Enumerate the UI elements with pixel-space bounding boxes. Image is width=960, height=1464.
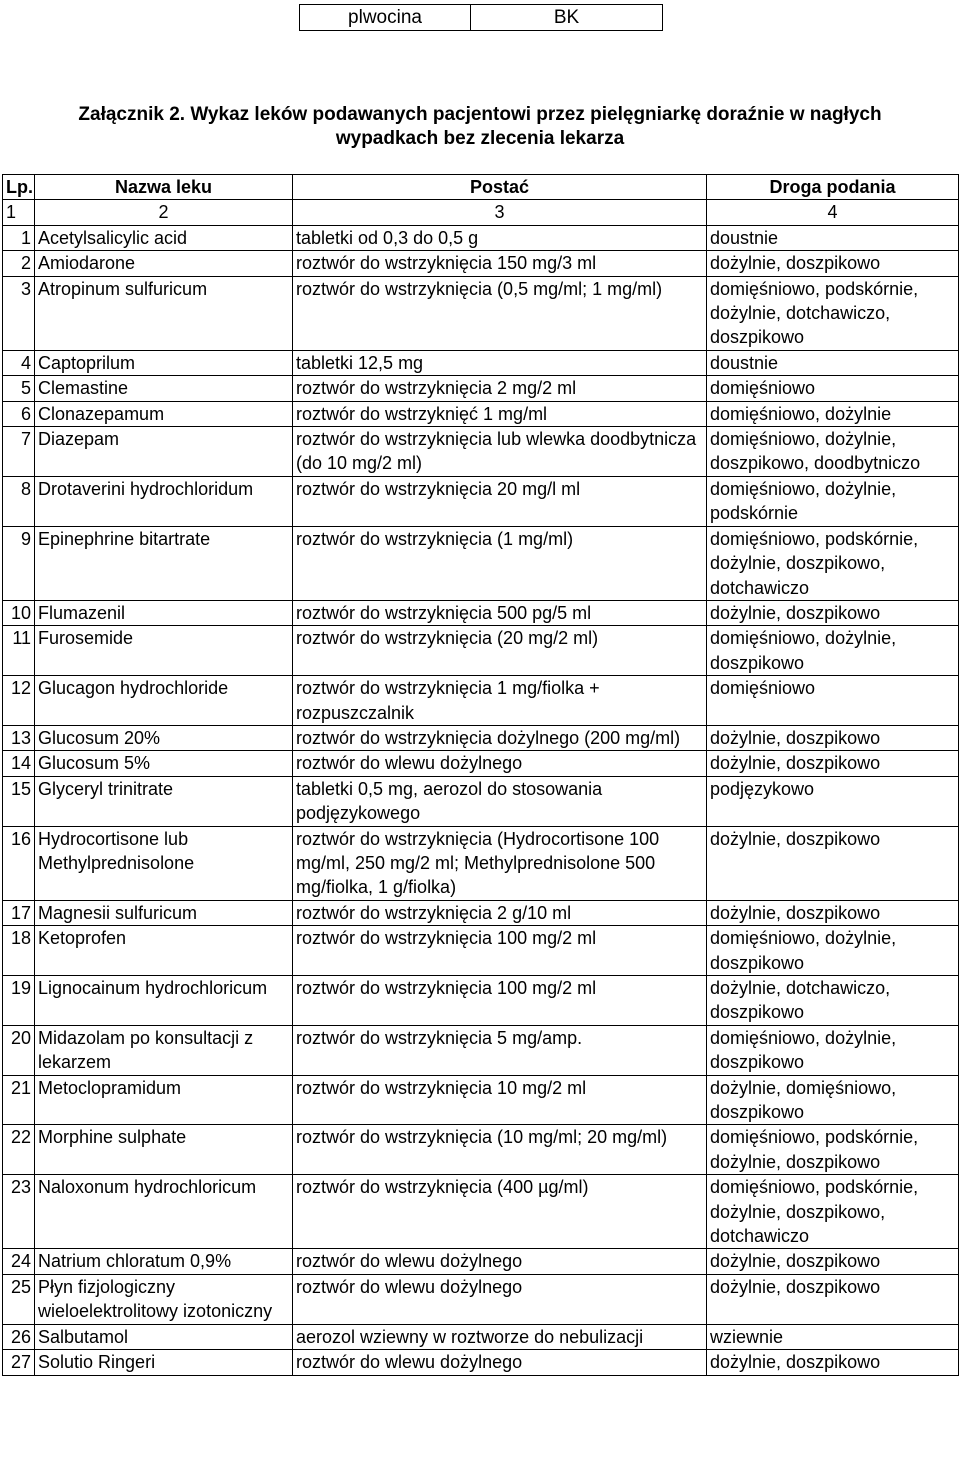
- row-drug-route: doustnie: [707, 225, 959, 250]
- row-drug-name: Flumazenil: [35, 600, 293, 625]
- row-lp: 8: [3, 476, 35, 526]
- table-row: [3, 676, 959, 726]
- row-drug-route: dożylnie, doszpikowo: [707, 1274, 959, 1324]
- column-number: 2: [35, 200, 293, 225]
- row-drug-form: roztwór do wstrzyknięcia 1 mg/fiolka + rozpuszczalnik: [293, 676, 707, 726]
- table-row: [3, 376, 959, 401]
- drug-table: [2, 174, 959, 1376]
- title-line-1: Załącznik 2. Wykaz leków podawanych pacjentowi przez pielęgniarkę doraźnie w nagłych: [78, 104, 882, 125]
- row-lp: 12: [3, 676, 35, 726]
- row-lp: 24: [3, 1249, 35, 1274]
- table-row: [3, 751, 959, 776]
- table-row: [3, 225, 959, 250]
- title-line-2: wypadkach bez zlecenia lekarza: [335, 128, 625, 149]
- table-row: [3, 826, 959, 900]
- row-drug-route: dożylnie, doszpikowo: [707, 826, 959, 900]
- row-drug-name: Glyceryl trinitrate: [35, 776, 293, 826]
- row-lp: 23: [3, 1175, 35, 1249]
- row-drug-route: dożylnie, dotchawiczo, doszpikowo: [707, 976, 959, 1026]
- row-drug-form: roztwór do wstrzyknięcia (1 mg/ml): [293, 526, 707, 600]
- row-lp: 20: [3, 1025, 35, 1075]
- row-drug-form: roztwór do wstrzyknięcia 2 g/10 ml: [293, 900, 707, 925]
- table-row: [3, 1249, 959, 1274]
- row-drug-route: doustnie: [707, 350, 959, 375]
- row-drug-name: Atropinum sulfuricum: [35, 276, 293, 350]
- row-drug-route: podjęzykowo: [707, 776, 959, 826]
- column-number-row: [3, 200, 959, 225]
- table-row: [3, 276, 959, 350]
- row-drug-route: dożylnie, doszpikowo: [707, 251, 959, 276]
- row-lp: 16: [3, 826, 35, 900]
- row-drug-form: tabletki 12,5 mg: [293, 350, 707, 375]
- row-lp: 18: [3, 926, 35, 976]
- row-lp: 14: [3, 751, 35, 776]
- row-drug-name: Magnesii sulfuricum: [35, 900, 293, 925]
- row-drug-name: Metoclopramidum: [35, 1075, 293, 1125]
- header-cell-plwocina: plwocina: [300, 5, 471, 31]
- row-drug-name: Furosemide: [35, 626, 293, 676]
- row-lp: 27: [3, 1350, 35, 1375]
- row-drug-name: Epinephrine bitartrate: [35, 526, 293, 600]
- row-drug-form: roztwór do wstrzyknięcia (Hydrocortisone 100 mg/ml, 250 mg/2 ml; Methylprednisolone 500 mg/fiolka, 1 g/fiolka): [293, 826, 707, 900]
- row-drug-route: dożylnie, doszpikowo: [707, 1249, 959, 1274]
- row-drug-form: roztwór do wlewu dożylnego: [293, 1350, 707, 1375]
- row-drug-name: Acetylsalicylic acid: [35, 225, 293, 250]
- row-lp: 10: [3, 600, 35, 625]
- table-header-row: [3, 175, 959, 200]
- row-lp: 26: [3, 1324, 35, 1349]
- row-drug-route: domięśniowo, dożylnie, doszpikowo: [707, 926, 959, 976]
- table-row: [3, 350, 959, 375]
- table-row: [3, 976, 959, 1026]
- table-row: [3, 1175, 959, 1249]
- row-drug-route: domięśniowo, dożylnie, doszpikowo, doodbytniczo: [707, 427, 959, 477]
- row-lp: 19: [3, 976, 35, 1026]
- table-row: [3, 1324, 959, 1349]
- row-drug-form: roztwór do wstrzyknięcia 500 pg/5 ml: [293, 600, 707, 625]
- row-drug-name: Glucosum 20%: [35, 725, 293, 750]
- row-drug-name: Lignocainum hydrochloricum: [35, 976, 293, 1026]
- row-lp: 7: [3, 427, 35, 477]
- row-drug-route: domięśniowo, dożylnie, doszpikowo: [707, 626, 959, 676]
- row-lp: 15: [3, 776, 35, 826]
- table-row: [3, 526, 959, 600]
- column-header-lp: Lp.: [3, 175, 35, 200]
- header-cell-bk: BK: [471, 5, 663, 31]
- row-drug-form: tabletki od 0,3 do 0,5 g: [293, 225, 707, 250]
- row-drug-name: Natrium chloratum 0,9%: [35, 1249, 293, 1274]
- row-drug-route: domięśniowo, podskórnie, dożylnie, doszpikowo, dotchawiczo: [707, 1175, 959, 1249]
- table-row: [3, 1125, 959, 1175]
- row-drug-name: Drotaverini hydrochloridum: [35, 476, 293, 526]
- row-lp: 25: [3, 1274, 35, 1324]
- row-drug-form: tabletki 0,5 mg, aerozol do stosowania podjęzykowego: [293, 776, 707, 826]
- row-drug-form: roztwór do wstrzyknięć 1 mg/ml: [293, 401, 707, 426]
- row-lp: 6: [3, 401, 35, 426]
- row-drug-form: aerozol wziewny w roztworze do nebulizacji: [293, 1324, 707, 1349]
- row-drug-route: wziewnie: [707, 1324, 959, 1349]
- row-lp: 22: [3, 1125, 35, 1175]
- table-row: [3, 900, 959, 925]
- row-drug-name: Glucosum 5%: [35, 751, 293, 776]
- row-drug-name: Glucagon hydrochloride: [35, 676, 293, 726]
- row-drug-name: Salbutamol: [35, 1324, 293, 1349]
- row-drug-form: roztwór do wstrzyknięcia 100 mg/2 ml: [293, 976, 707, 1026]
- table-row: [3, 926, 959, 976]
- row-lp: 13: [3, 725, 35, 750]
- row-drug-form: roztwór do wstrzyknięcia 2 mg/2 ml: [293, 376, 707, 401]
- row-drug-route: dożylnie, doszpikowo: [707, 725, 959, 750]
- row-drug-form: roztwór do wstrzyknięcia 20 mg/l ml: [293, 476, 707, 526]
- row-lp: 1: [3, 225, 35, 250]
- row-drug-route: dożylnie, doszpikowo: [707, 1350, 959, 1375]
- row-drug-name: Midazolam po konsultacji z lekarzem: [35, 1025, 293, 1075]
- row-drug-form: roztwór do wlewu dożylnego: [293, 751, 707, 776]
- column-header-form: Postać: [293, 175, 707, 200]
- row-drug-name: Płyn fizjologiczny wieloelektrolitowy izotoniczny: [35, 1274, 293, 1324]
- row-drug-form: roztwór do wstrzyknięcia 5 mg/amp.: [293, 1025, 707, 1075]
- row-drug-name: Clonazepamum: [35, 401, 293, 426]
- column-number: 3: [293, 200, 707, 225]
- row-lp: 17: [3, 900, 35, 925]
- table-row: [3, 626, 959, 676]
- row-drug-form: roztwór do wstrzyknięcia (0,5 mg/ml; 1 mg/ml): [293, 276, 707, 350]
- row-drug-route: dożylnie, doszpikowo: [707, 751, 959, 776]
- row-lp: 11: [3, 626, 35, 676]
- table-row: [3, 776, 959, 826]
- row-lp: 21: [3, 1075, 35, 1125]
- row-drug-form: roztwór do wstrzyknięcia (400 µg/ml): [293, 1175, 707, 1249]
- table-row: [3, 427, 959, 477]
- column-header-name: Nazwa leku: [35, 175, 293, 200]
- table-row: [3, 251, 959, 276]
- table-row: [3, 476, 959, 526]
- table-row: [3, 1075, 959, 1125]
- row-drug-name: Diazepam: [35, 427, 293, 477]
- row-drug-name: Clemastine: [35, 376, 293, 401]
- table-row: [3, 1025, 959, 1075]
- row-lp: 3: [3, 276, 35, 350]
- row-drug-route: dożylnie, domięśniowo, doszpikowo: [707, 1075, 959, 1125]
- row-drug-form: roztwór do wlewu dożylnego: [293, 1274, 707, 1324]
- table-row: [3, 600, 959, 625]
- row-drug-name: Naloxonum hydrochloricum: [35, 1175, 293, 1249]
- row-drug-route: dożylnie, doszpikowo: [707, 600, 959, 625]
- row-drug-route: domięśniowo: [707, 376, 959, 401]
- table-row: [3, 1274, 959, 1324]
- row-drug-name: Amiodarone: [35, 251, 293, 276]
- row-drug-route: dożylnie, doszpikowo: [707, 900, 959, 925]
- row-drug-name: Captoprilum: [35, 350, 293, 375]
- row-drug-name: Hydrocortisone lub Methylprednisolone: [35, 826, 293, 900]
- row-drug-route: domięśniowo, podskórnie, dożylnie, doszpikowo, dotchawiczo: [707, 526, 959, 600]
- row-drug-form: roztwór do wstrzyknięcia lub wlewka doodbytnicza (do 10 mg/2 ml): [293, 427, 707, 477]
- row-drug-name: Solutio Ringeri: [35, 1350, 293, 1375]
- row-lp: 2: [3, 251, 35, 276]
- row-drug-route: domięśniowo, dożylnie: [707, 401, 959, 426]
- row-drug-form: roztwór do wstrzyknięcia (10 mg/ml; 20 mg/ml): [293, 1125, 707, 1175]
- row-drug-form: roztwór do wstrzyknięcia 10 mg/2 ml: [293, 1075, 707, 1125]
- row-drug-route: domięśniowo, dożylnie, podskórnie: [707, 476, 959, 526]
- row-lp: 9: [3, 526, 35, 600]
- row-drug-route: domięśniowo: [707, 676, 959, 726]
- row-drug-form: roztwór do wlewu dożylnego: [293, 1249, 707, 1274]
- row-drug-route: domięśniowo, dożylnie, doszpikowo: [707, 1025, 959, 1075]
- row-drug-form: roztwór do wstrzyknięcia 150 mg/3 ml: [293, 251, 707, 276]
- document-title: [0, 103, 960, 151]
- row-drug-name: Ketoprofen: [35, 926, 293, 976]
- table-row: [3, 401, 959, 426]
- column-number: 1: [3, 200, 35, 225]
- row-drug-form: roztwór do wstrzyknięcia 100 mg/2 ml: [293, 926, 707, 976]
- row-drug-name: Morphine sulphate: [35, 1125, 293, 1175]
- header-table: [299, 4, 663, 31]
- table-row: [3, 725, 959, 750]
- row-drug-route: domięśniowo, podskórnie, dożylnie, dotchawiczo, doszpikowo: [707, 276, 959, 350]
- table-row: [3, 1350, 959, 1375]
- column-header-route: Droga podania: [707, 175, 959, 200]
- row-drug-form: roztwór do wstrzyknięcia dożylnego (200 mg/ml): [293, 725, 707, 750]
- row-drug-route: domięśniowo, podskórnie, dożylnie, doszpikowo: [707, 1125, 959, 1175]
- row-lp: 5: [3, 376, 35, 401]
- column-number: 4: [707, 200, 959, 225]
- row-lp: 4: [3, 350, 35, 375]
- row-drug-form: roztwór do wstrzyknięcia (20 mg/2 ml): [293, 626, 707, 676]
